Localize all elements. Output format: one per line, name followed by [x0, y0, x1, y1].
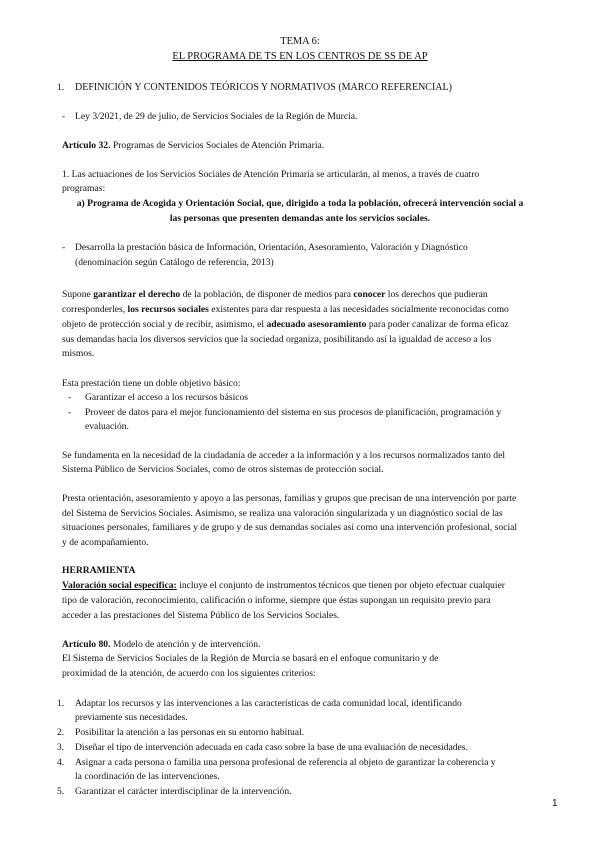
bullet-dash: -: [68, 407, 72, 418]
section-heading: DEFINICIÓN Y CONTENIDOS TEÓRICOS Y NORMATIVOS (MARCO REFERENCIAL): [75, 82, 452, 93]
topic-number: TEMA 6:: [280, 36, 320, 47]
article-80-heading: [62, 637, 261, 652]
tool-label: Valoración social específica:: [62, 580, 177, 591]
article-80-label: Artículo 80.: [62, 639, 111, 650]
article-80-title: Modelo de atención y de intervención.: [110, 639, 261, 650]
tool-heading: [62, 563, 135, 578]
bullet-dash: -: [62, 242, 66, 253]
list-number: 1.: [57, 698, 65, 709]
text: para poder canalizar de forma eficaz: [366, 319, 509, 330]
paragraph-line: del Sistema de Servicios Sociales. Asimismo, se realiza una valoración singularizada y un diagnóstico social de las: [62, 508, 503, 519]
text: corresponderles,: [62, 304, 128, 315]
paragraph-line: [62, 578, 505, 593]
paragraph-line: 1. Las actuaciones de los Servicios Sociales de Atención Primaria se articularán, al menos, a través de cuatro: [62, 169, 480, 180]
bullet-dash: -: [68, 392, 72, 403]
tool-heading-text: HERRAMIENTA: [62, 565, 136, 576]
objectives-intro: Esta prestación tiene un doble objetivo básico:: [62, 378, 241, 389]
program-a-text: las personas que presenten demandas ante los servicios sociales.: [169, 213, 431, 224]
paragraph-line: proximidad de la atención, de acuerdo con los siguientes criterios:: [62, 668, 316, 679]
paragraph-line: sus demandas hacia los diversos servicios que la sociedad organiza, posibilitando así la igualdad de acceso a los: [62, 334, 492, 345]
bold-text: adecuado asesoramiento: [266, 319, 367, 330]
paragraph-line: Presta orientación, asesoramiento y apoyo a las personas, familias y grupos que precisan de una intervención por parte: [62, 493, 517, 504]
paragraph-line: Se fundamenta en la necesidad de la ciudadanía de acceder a la información y a los recursos normalizados tanto del: [62, 450, 505, 461]
paragraph-line: El Sistema de Servicios Sociales de la Región de Murcia se basará en el enfoque comunitario y de: [62, 653, 439, 664]
list-number: 4.: [57, 757, 65, 768]
paragraph-line: [62, 302, 509, 317]
article-32-label: Artículo 32.: [62, 140, 111, 151]
paragraph-line: acceder a las prestaciones del Sistema Público de los Servicios Sociales.: [62, 610, 340, 621]
paragraph-line: programas:: [62, 183, 106, 194]
bold-text: garantizar el derecho: [93, 289, 181, 300]
list-item: Posibilitar la atención a las personas en su entorno habitual.: [75, 727, 305, 738]
text: objeto de protección social y de recibir, asimismo, el: [62, 319, 267, 330]
list-item: Asignar a cada persona o familia una persona profesional de referencia al objeto de garantizar la coherencia y: [75, 757, 496, 768]
list-number: 2.: [57, 727, 65, 738]
text: los derechos que pudieran: [385, 289, 488, 300]
list-number: 5.: [57, 786, 65, 797]
objective-item: Garantizar el acceso a los recursos básicos: [85, 392, 249, 403]
page-number: 1: [552, 798, 558, 809]
bullet-text: (denominación según Catálogo de referencia, 2013): [75, 257, 274, 268]
bullet-dash: -: [62, 111, 66, 122]
list-item: la coordinación de las intervenciones.: [75, 771, 220, 782]
list-item: Adaptar los recursos y las intervenciones a las características de cada comunidad local, identificando: [75, 698, 462, 709]
paragraph-line: tipo de valoración, reconocimiento, calificación o informe, siempre que éstas supongan un requisito previo para: [62, 595, 491, 606]
program-a-line: [62, 196, 538, 211]
text: incluye el conjunto de instrumentos técnicos que tienen por objeto efectuar cualquier: [176, 580, 505, 591]
law-reference: Ley 3/2021, de 29 de julio, de Servicios Sociales de la Región de Murcia.: [75, 111, 358, 122]
list-item: Diseñar el tipo de intervención adecuada en cada caso sobre la base de una evaluación de necesidades.: [75, 742, 468, 753]
program-a-text: a) Programa de Acogida y Orientación Social, que, dirigido a toda la población, ofrecerá intervención social a: [76, 198, 524, 209]
list-item: previamente sus necesidades.: [75, 712, 188, 723]
paragraph-line: [62, 317, 509, 332]
text: existentes para dar respuesta a las necesidades socialmente reconocidas como: [208, 304, 509, 315]
paragraph-line: Sistema Público de Servicios Sociales, como de otros sistemas de protección social.: [62, 464, 384, 475]
objective-item: Proveer de datos para el mejor funcionamiento del sistema en sus procesos de planificación, programación y: [85, 407, 502, 418]
bold-text: conocer: [353, 289, 386, 300]
list-number: 3.: [57, 742, 65, 753]
article-32-heading: [62, 138, 324, 153]
document-title: EL PROGRAMA DE TS EN LOS CENTROS DE SS DE AP: [172, 51, 428, 62]
objective-item: evaluación.: [85, 421, 129, 432]
section-number: 1.: [57, 82, 65, 93]
program-a-line: [62, 211, 538, 226]
text: de la población, de disponer de medios para: [180, 289, 354, 300]
text: Supone: [62, 289, 94, 300]
list-item: Garantizar el carácter interdisciplinar de la intervención.: [75, 786, 292, 797]
paragraph-line: mismos.: [62, 348, 95, 359]
bullet-text: Desarrolla la prestación básica de Información, Orientación, Asesoramiento, Valoración y Diagnóstico: [75, 242, 468, 253]
bold-text: los recursos sociales: [127, 304, 209, 315]
article-32-title: Programas de Servicios Sociales de Atención Primaria.: [110, 140, 325, 151]
paragraph-line: situaciones personales, familiares y de grupo y de sus demandas sociales así como una intervención profesional, social: [62, 522, 518, 533]
paragraph-line: y de acompañamiento.: [62, 537, 149, 548]
paragraph-line: [62, 287, 488, 302]
